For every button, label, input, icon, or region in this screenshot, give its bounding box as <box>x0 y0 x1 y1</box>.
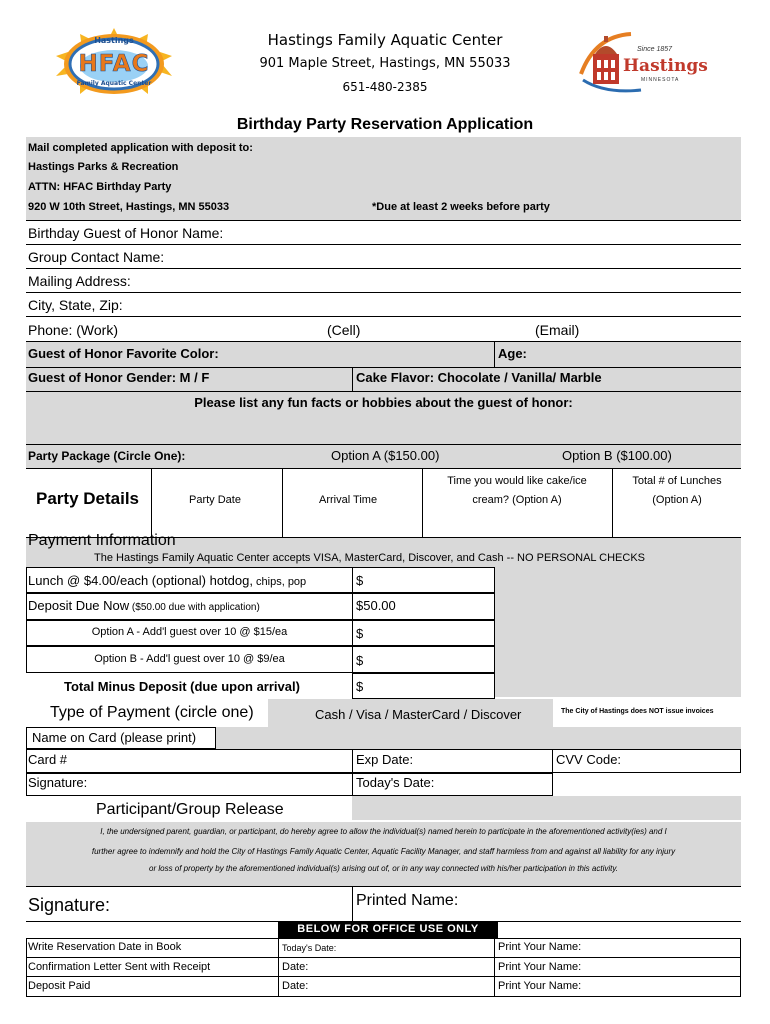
total-amount-box[interactable] <box>352 673 495 699</box>
arrival-time-label: Arrival Time <box>319 494 378 506</box>
office-banner-text: BELOW FOR OFFICE USE ONLY <box>297 923 479 935</box>
mail-line-2: Hastings Parks & Recreation <box>28 161 179 173</box>
office-row-3-name[interactable]: Print Your Name: <box>498 980 582 992</box>
card-number-field[interactable] <box>26 749 353 773</box>
lunch-label-main: Lunch @ $4.00/each (optional) hotdog, <box>28 573 253 588</box>
deposit-label-main: Deposit Due Now <box>28 598 130 613</box>
deposit-amount: $50.00 <box>356 598 396 613</box>
cake-time-label-1: Time you would like cake/ice <box>447 475 587 487</box>
mail-line-3: ATTN: HFAC Birthday Party <box>28 181 172 193</box>
payment-right-shade <box>494 567 741 697</box>
office-row-1-name[interactable]: Print Your Name: <box>498 941 582 953</box>
gender-field[interactable]: Guest of Honor Gender: M / F <box>28 370 210 385</box>
hfac-logo-ring-bottom: Family Aquatic Center <box>76 80 152 87</box>
package-label: Party Package (Circle One): <box>28 449 186 463</box>
office-row-2-name[interactable]: Print Your Name: <box>498 961 582 973</box>
party-details-heading: Party Details <box>36 489 139 508</box>
option-b-amount: $ <box>356 653 364 668</box>
phone-work-field[interactable]: Phone: (Work) <box>28 322 118 338</box>
option-a-extra-label: Option A - Add'l guest over 10 @ $15/ea <box>91 626 288 638</box>
release-heading: Participant/Group Release <box>96 801 284 818</box>
group-contact-field[interactable]: Group Contact Name: <box>28 249 165 265</box>
email-field[interactable]: (Email) <box>535 322 580 338</box>
release-shade <box>352 796 741 820</box>
mailing-address-field[interactable]: Mailing Address: <box>28 273 131 289</box>
office-row-3-task: Deposit Paid <box>28 980 91 992</box>
favorite-color-field[interactable]: Guest of Honor Favorite Color: <box>28 346 219 361</box>
total-amount: $ <box>356 679 364 694</box>
cvv-label: CVV Code: <box>556 752 622 767</box>
due-note: *Due at least 2 weeks before party <box>372 201 550 213</box>
option-a-amount-box[interactable] <box>352 620 495 646</box>
cake-flavor-field[interactable]: Cake Flavor: Chocolate / Vanilla/ Marble <box>356 370 602 385</box>
form-title: Birthday Party Reservation Application <box>236 116 534 133</box>
option-a-amount: $ <box>356 626 364 641</box>
payment-type-label: Type of Payment (circle one) <box>50 704 254 721</box>
hastings-city-logo <box>575 30 708 96</box>
mail-line-4: 920 W 10th Street, Hastings, MN 55033 <box>28 201 230 213</box>
invoice-note: The City of Hastings does NOT issue invoices <box>561 708 714 715</box>
release-text-1: I, the undersigned parent, guardian, or participant, do hereby agree to allow the individual(s) named herein to participate in the aforementioned activity(ies) and I <box>100 827 667 836</box>
deposit-label-small: ($50.00 due with application) <box>129 602 260 613</box>
hfac-logo-text: HFAC <box>78 51 150 77</box>
mail-line-1: Mail completed application with deposit to: <box>28 142 253 154</box>
lunches-label-1: Total # of Lunches <box>632 475 722 487</box>
release-printed-name-field[interactable]: Printed Name: <box>356 892 459 909</box>
office-row-2-date[interactable]: Date: <box>282 961 309 973</box>
payment-type-options[interactable]: Cash / Visa / MasterCard / Discover <box>315 707 522 722</box>
release-text-3: or loss of property by the aforementioned individual(s) arising out of, or in any way connected with his/her participation in this activity. <box>149 864 618 873</box>
center-phone: 651-480-2385 <box>342 80 428 94</box>
fun-facts-label: Please list any fun facts or hobbies about the guest of honor: <box>194 395 573 410</box>
package-option-a[interactable]: Option A ($150.00) <box>331 448 440 463</box>
hastings-name: Hastings <box>623 56 708 76</box>
phone-cell-field[interactable]: (Cell) <box>327 322 361 338</box>
center-address: 901 Maple Street, Hastings, MN 55033 <box>259 56 511 71</box>
cake-time-label-2: cream? (Option A) <box>472 494 562 506</box>
deposit-label <box>28 598 260 613</box>
office-row-2-task: Confirmation Letter Sent with Receipt <box>28 961 211 973</box>
guest-of-honor-name-field[interactable]: Birthday Guest of Honor Name: <box>28 225 224 241</box>
total-label: Total Minus Deposit (due upon arrival) <box>64 679 300 694</box>
office-row-1-date[interactable]: Today's Date: <box>282 943 337 953</box>
hastings-since: Since 1857 <box>637 46 673 53</box>
party-date-label: Party Date <box>189 494 241 506</box>
city-state-zip-field[interactable]: City, State, Zip: <box>28 297 123 313</box>
lunch-label <box>28 573 306 588</box>
payment-accepts: The Hastings Family Aquatic Center accepts VISA, MasterCard, Discover, and Cash -- NO PERSONAL CHECKS <box>94 552 646 564</box>
name-on-card-label: Name on Card (please print) <box>32 730 197 745</box>
release-text-2: further agree to indemnify and hold the City of Hastings Family Aquatic Center, Aquatic Facility Manager, and staff harmless from and against all liability for any injury <box>91 847 676 856</box>
lunch-label-small: chips, pop <box>252 576 307 588</box>
office-row-3-date[interactable]: Date: <box>282 980 309 992</box>
option-b-amount-box[interactable] <box>352 646 495 673</box>
todays-date-label: Today's Date: <box>356 775 435 790</box>
option-b-extra-label: Option B - Add'l guest over 10 @ $9/ea <box>94 653 285 665</box>
exp-date-label: Exp Date: <box>356 752 414 767</box>
payment-heading: Payment Information <box>28 532 176 549</box>
card-signature-label: Signature: <box>28 775 88 790</box>
lunch-amount-box[interactable] <box>352 567 495 593</box>
lunch-amount: $ <box>356 573 364 588</box>
package-option-b[interactable]: Option B ($100.00) <box>562 448 672 463</box>
hastings-state: MINNESOTA <box>641 77 680 83</box>
center-name: Hastings Family Aquatic Center <box>267 31 503 49</box>
lunches-label-2: (Option A) <box>652 494 702 506</box>
name-on-card-field[interactable] <box>216 727 741 749</box>
card-number-label: Card # <box>28 752 68 767</box>
hfac-logo-ring-top: Hastings <box>94 36 134 45</box>
age-field[interactable]: Age: <box>498 346 527 361</box>
office-row-1-task: Write Reservation Date in Book <box>28 941 182 953</box>
release-signature-field[interactable]: Signature: <box>28 895 111 915</box>
